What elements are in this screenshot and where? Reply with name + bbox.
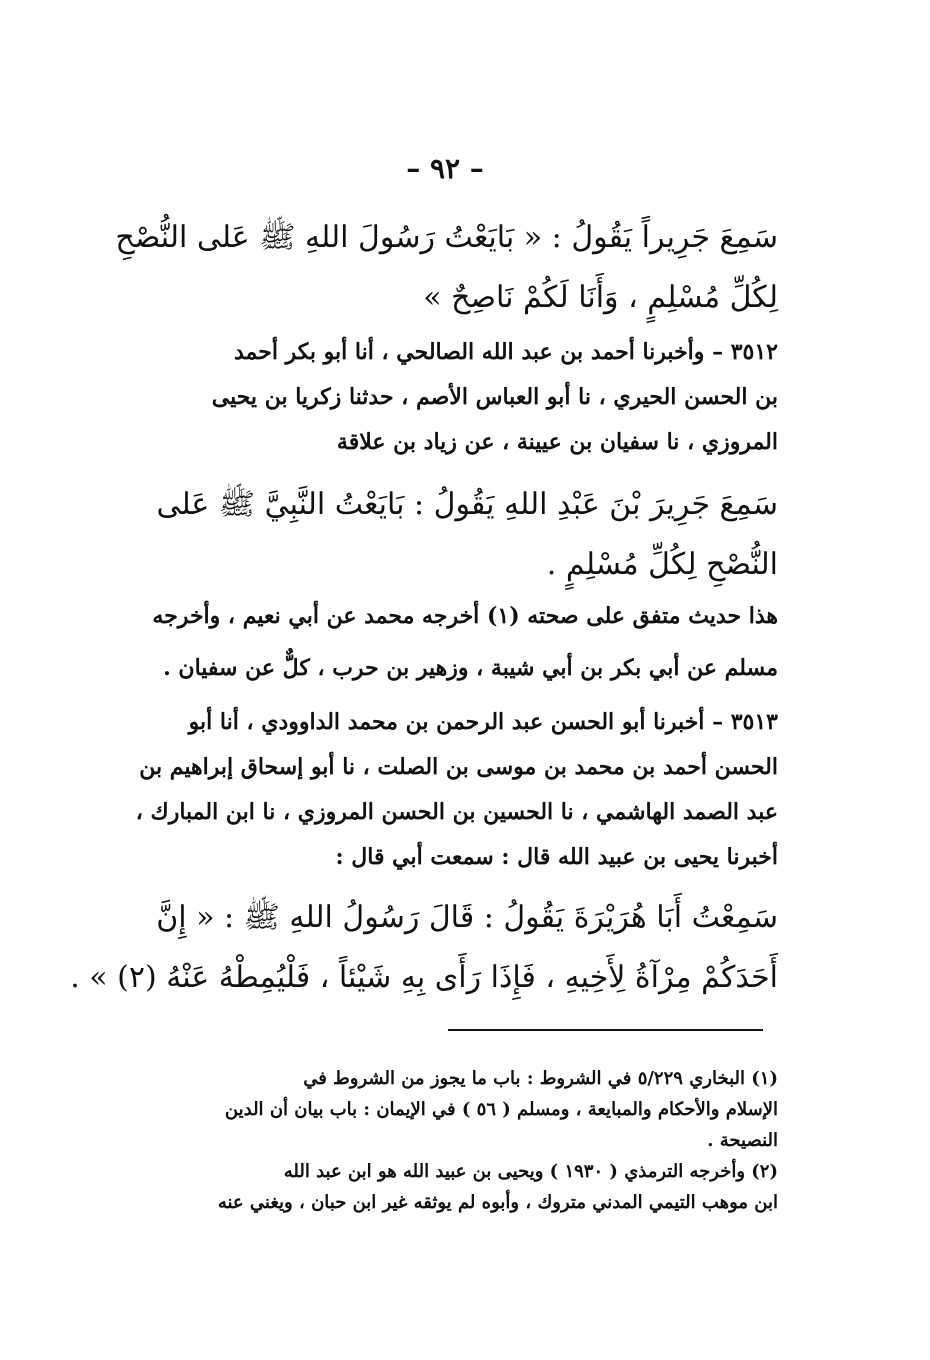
text-line: الحسن أحمد بن محمد بن موسى بن الصلت ، نا أبو إسحاق إبراهيم بن [139,754,778,780]
footnote-line: (٢) وأخرجه الترمذي ( ١٩٣٠ ) ويحيى بن عبيد الله هو ابن عبد الله [283,1161,778,1182]
footnotes [118,1063,778,1218]
text-line: لِكُلِّ مُسْلِمٍ ، وَأَنَا لَكُمْ نَاصِحٌ » [423,280,778,315]
text-line: بن الحسن الحيري ، نا أبو العباس الأصم ، حدثنا زكريا بن يحيى [211,384,778,410]
isnad-3512 [118,330,778,465]
text-line: المروزي ، نا سفيان بن عيينة ، عن زياد بن علاقة [336,429,778,455]
text-line: مسلم عن أبي بكر بن أبي شيبة ، وزهير بن حرب ، كلٌّ عن سفيان . [163,655,778,681]
text-line: سَمِعْتُ أَبَا هُرَيْرَةَ يَقُولُ : قَالَ رَسُولُ اللهِ ﷺ : « إِنَّ [156,900,778,935]
text-line: ٣٥١٢ – وأخبرنا أحمد بن عبد الله الصالحي ، أنا أبو بكر أحمد [233,339,778,365]
text-line: عبد الصمد الهاشمي ، نا الحسين بن الحسن المروزي ، نا ابن المبارك ، [135,799,778,825]
page-number: – ٩٢ – [406,152,484,185]
hadith-text-2 [118,475,778,595]
text-line: هذا حديث متفق على صحته (١) أخرجه محمد عن أبي نعيم ، وأخرجه [152,603,778,629]
text-line: النُّصْحِ لِكُلِّ مُسْلِمٍ . [546,547,778,582]
isnad-3513 [118,700,778,880]
footnote-line: (١) البخاري ٥/٢٢٩ في الشروط : باب ما يجوز من الشروط في [303,1068,778,1089]
footnote-line: ابن موهب التيمي المدني متروك ، وأبوه لم يوثقه غير ابن حبان ، ويغني عنه [217,1192,778,1213]
footnote-line: الإسلام والأحكام والمبايعة ، ومسلم ( ٥٦ ) في الإيمان : باب بيان أن الدين [224,1099,778,1120]
hadith-text-3 [70,888,778,1008]
footnote-separator [448,1029,763,1031]
text-line: أَحَدَكُمْ مِرْآةُ لِأَخِيهِ ، فَإِذَا رَأَى بِهِ شَيْئاً ، فَلْيُمِطْهُ عَنْهُ (٢) » . [70,960,778,995]
footnote-line: النصيحة . [707,1130,778,1151]
text-line: سَمِعَ جَرِيراً يَقُولُ : « بَايَعْتُ رَسُولَ اللهِ ﷺ عَلى النُّصْحِ [115,220,778,255]
hadith-text-1 [115,208,778,328]
commentary [118,590,778,694]
text-line: أخبرنا يحيى بن عبيد الله قال : سمعت أبي قال : [335,844,778,870]
text-line: سَمِعَ جَرِيرَ بْنَ عَبْدِ اللهِ يَقُولُ : بَايَعْتُ النَّبِيَّ ﷺ عَلى [156,487,778,522]
text-line: ٣٥١٣ – أخبرنا أبو الحسن عبد الرحمن بن محمد الداوودي ، أنا أبو [188,709,778,735]
